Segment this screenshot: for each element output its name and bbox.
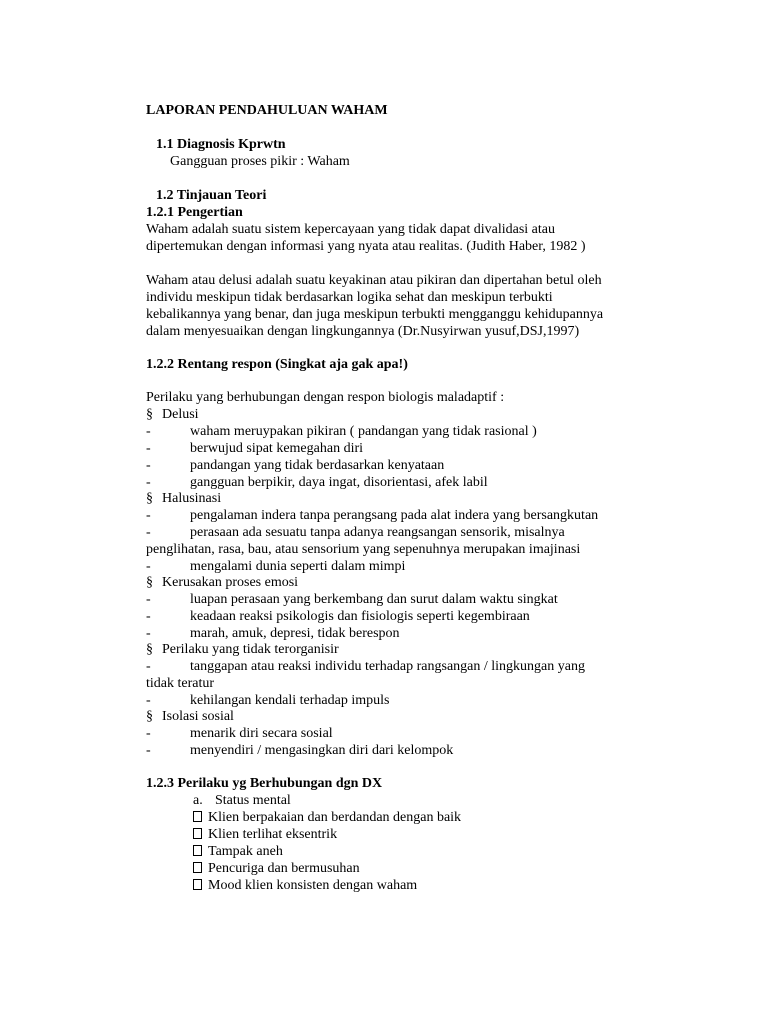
list-intro: Perilaku yang berhubungan dengan respon biologis maladaptif : <box>146 390 505 405</box>
checklist-item <box>193 860 733 877</box>
section-item <box>146 490 686 507</box>
checklist-item <box>193 809 733 826</box>
checklist-text: Klien berpakaian dan berdandan dengan baik <box>208 810 462 825</box>
list-item-continuation: tidak teratur <box>146 676 215 691</box>
section-marker: § <box>146 407 153 422</box>
section-label: Delusi <box>162 407 199 422</box>
list-item <box>146 591 686 608</box>
section-item <box>146 641 686 658</box>
checkbox-icon <box>193 845 202 856</box>
dash-marker: - <box>146 592 151 607</box>
section-label: Perilaku yang tidak terorganisir <box>162 642 339 657</box>
list-item <box>146 625 686 642</box>
paragraph-line: Waham atau delusi adalah suatu keyakinan atau pikiran dan dipertahan betul oleh <box>146 273 602 288</box>
list-item <box>146 474 686 491</box>
checklist-text: Mood klien konsisten dengan waham <box>208 878 418 893</box>
sub-marker: a. <box>193 793 203 808</box>
heading-1-2-3: 1.2.3 Perilaku yg Berhubungan dgn DX <box>146 776 383 791</box>
list-item-text: kehilangan kendali terhadap impuls <box>190 693 390 708</box>
sub-item <box>193 792 733 809</box>
list-item-text: pengalaman indera tanpa perangsang pada alat indera yang bersangkutan <box>190 508 599 523</box>
checklist-text: Pencuriga dan bermusuhan <box>208 861 360 876</box>
dash-marker: - <box>146 743 151 758</box>
list-item <box>146 608 686 625</box>
checkbox-icon <box>193 879 202 890</box>
list-item <box>146 507 686 524</box>
list-item-text: marah, amuk, depresi, tidak berespon <box>190 626 400 641</box>
list-item-text: berwujud sipat kemegahan diri <box>190 441 364 456</box>
list-item-text: luapan perasaan yang berkembang dan surut dalam waktu singkat <box>190 592 558 607</box>
section-item <box>146 406 686 423</box>
dash-marker: - <box>146 659 151 674</box>
list-item-text: keadaan reaksi psikologis dan fisiologis seperti kegembiraan <box>190 609 530 624</box>
section-marker: § <box>146 709 153 724</box>
checklist-text: Klien terlihat eksentrik <box>208 827 338 842</box>
heading-1-2-1: 1.2.1 Pengertian <box>146 205 243 220</box>
section-label: Halusinasi <box>162 491 222 506</box>
section-label: Kerusakan proses emosi <box>162 575 299 590</box>
section-marker: § <box>146 575 153 590</box>
dash-marker: - <box>146 726 151 741</box>
dash-marker: - <box>146 475 151 490</box>
checklist-item <box>193 843 733 860</box>
checkbox-icon <box>193 811 202 822</box>
list-item-text: gangguan berpikir, daya ingat, disorientasi, afek labil <box>190 475 488 490</box>
list-item-text: menarik diri secara sosial <box>190 726 333 741</box>
list-item <box>146 423 686 440</box>
heading-1-2: 1.2 Tinjauan Teori <box>156 188 267 203</box>
checklist-item <box>193 826 733 843</box>
dash-marker: - <box>146 525 151 540</box>
section-item <box>146 574 686 591</box>
paragraph-line: kebalikannya yang benar, dan juga meskipun terbukti mengganggu kehidupannya <box>146 307 604 322</box>
list-item-text: perasaan ada sesuatu tanpa adanya reangsangan sensorik, misalnya <box>190 525 565 540</box>
list-item-text: tanggapan atau reaksi individu terhadap rangsangan / lingkungan yang <box>190 659 585 674</box>
list-item <box>146 725 686 742</box>
sub-label: Status mental <box>215 793 291 808</box>
list-item <box>146 692 686 709</box>
list-item <box>146 440 686 457</box>
section-marker: § <box>146 642 153 657</box>
dash-marker: - <box>146 609 151 624</box>
checklist-item <box>193 877 733 894</box>
checkbox-icon <box>193 862 202 873</box>
list-item <box>146 457 686 474</box>
section-marker: § <box>146 491 153 506</box>
list-item-text: mengalami dunia seperti dalam mimpi <box>190 559 406 574</box>
dash-marker: - <box>146 424 151 439</box>
dash-marker: - <box>146 441 151 456</box>
paragraph-line: Waham adalah suatu sistem kepercayaan yang tidak dapat divalidasi atau <box>146 222 555 237</box>
list-item-continuation: penglihatan, rasa, bau, atau sensorium yang sepenuhnya merupakan imajinasi <box>146 542 581 557</box>
dash-marker: - <box>146 693 151 708</box>
list-item <box>146 558 686 575</box>
checkbox-icon <box>193 828 202 839</box>
list-item-text: pandangan yang tidak berdasarkan kenyataan <box>190 458 445 473</box>
dash-marker: - <box>146 559 151 574</box>
paragraph-line: dalam menyesuaikan dengan lingkungannya (Dr.Nusyirwan yusuf,DSJ,1997) <box>146 324 580 339</box>
heading-1-1: 1.1 Diagnosis Kprwtn <box>156 137 286 152</box>
dash-marker: - <box>146 508 151 523</box>
heading-1-2-2: 1.2.2 Rentang respon (Singkat aja gak apa!) <box>146 357 408 372</box>
dash-marker: - <box>146 626 151 641</box>
checklist-text: Tampak aneh <box>208 844 283 859</box>
list-item <box>146 524 686 541</box>
document-title: LAPORAN PENDAHULUAN WAHAM <box>146 103 388 118</box>
list-item-text: menyendiri / mengasingkan diri dari kelompok <box>190 743 454 758</box>
diagnosis-text: Gangguan proses pikir : Waham <box>170 154 350 169</box>
list-item <box>146 742 686 759</box>
paragraph-line: dipertemukan dengan informasi yang nyata atau realitas. (Judith Haber, 1982 ) <box>146 239 586 254</box>
paragraph-line: individu meskipun tidak berdasarkan logika sehat dan meskipun terbukti <box>146 290 553 305</box>
list-item <box>146 658 686 675</box>
dash-marker: - <box>146 458 151 473</box>
section-label: Isolasi sosial <box>162 709 234 724</box>
section-item <box>146 708 686 725</box>
list-item-text: waham meruypakan pikiran ( pandangan yang tidak rasional ) <box>190 424 537 439</box>
